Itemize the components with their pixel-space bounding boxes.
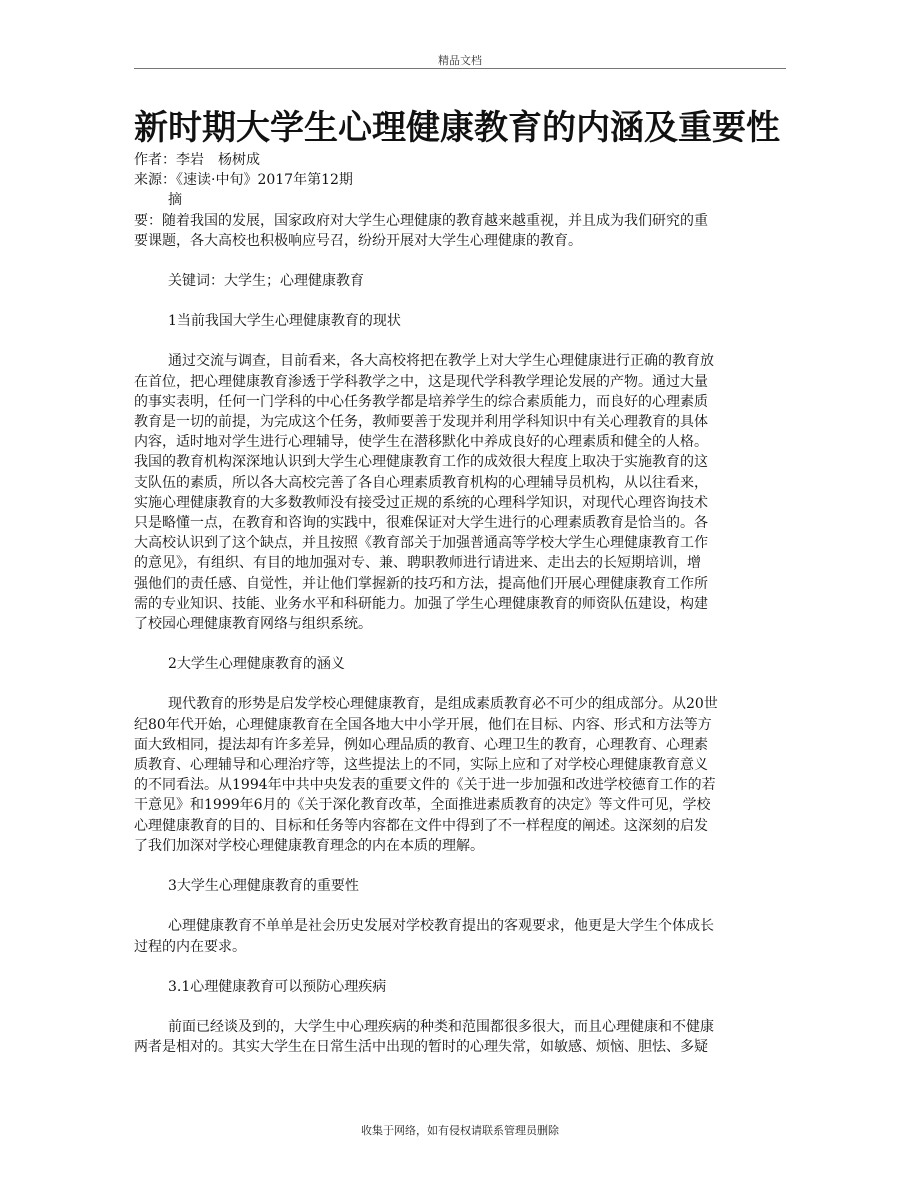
paragraph-line: 强他们的责任感、自觉性，并让他们掌握新的技巧和方法，提高他们开展心理健康教育工作所 (134, 575, 708, 592)
abstract-label: 摘 (168, 192, 182, 209)
paragraph-line: 只是略懂一点，在教育和咨询的实践中，很难保证对大学生进行的心理素质教育是恰当的。各 (134, 515, 708, 532)
section-paragraph (134, 351, 789, 634)
paragraph-line: 两者是相对的。其实大学生在日常生活中出现的暂时的心理失常，如敏感、烦恼、胆怯、多疑 (134, 1039, 708, 1056)
paragraph-line: 支队伍的素质，所以各大高校完善了各自心理素质教育机构的心理辅导员机构，从以往看来， (134, 474, 708, 491)
section-paragraph (134, 916, 789, 956)
paragraph-line: 我国的教育机构深深地认识到大学生心理健康教育工作的成效很大程度上取决于实施教育的这 (134, 454, 708, 471)
page-header: 精品文档 (438, 54, 482, 67)
paragraph-line: 通过交流与调查，目前看来，各大高校将把在教学上对大学生心理健康进行正确的教育放 (168, 353, 714, 370)
paragraph-line: 现代教育的形势是启发学校心理健康教育，是组成素质教育必不可少的组成部分。从20世 (168, 696, 718, 713)
section-heading: 3大学生心理健康教育的重要性 (168, 878, 359, 895)
paragraph-line: 质教育、心理辅导和心理治疗等，这些提法上的不同，实际上应和了对学校心理健康教育意义 (134, 757, 708, 774)
paragraph-line: 的不同看法。从1994年中共中央发表的重要文件的《关于进一步加强和改进学校德育工作的若 (134, 777, 716, 794)
author-line: 作者：李岩 杨树成 (134, 152, 260, 168)
source-line: 来源：《速读·中旬》2017年第12期 (134, 172, 353, 189)
paragraph-line: 了我们加深对学校心理健康教育理念的内在本质的理解。 (134, 837, 484, 854)
paragraph-line: 的事实表明，任何一门学科的中心任务教学都是培养学生的综合素质能力，而良好的心理素质 (134, 393, 708, 410)
paragraph-line: 心理健康教育不单单是社会历史发展对学校教育提出的客观要求，他更是大学生个体成长 (168, 918, 714, 935)
paragraph-line: 纪80年代开始，心理健康教育在全国各地大中小学开展，他们在目标、内容、形式和方法等方 (134, 716, 712, 733)
document-title: 新时期大学生心理健康教育的内涵及重要性 (134, 108, 780, 148)
section-heading: 3.1心理健康教育可以预防心理疾病 (168, 978, 387, 995)
section-paragraph (134, 1017, 789, 1057)
page-footer: 收集于网络，如有侵权请联系管理员删除 (361, 1124, 559, 1137)
keywords: 关键词：大学生；心理健康教育 (168, 273, 364, 290)
section-paragraph (134, 694, 789, 856)
section-heading: 1当前我国大学生心理健康教育的现状 (168, 313, 401, 330)
header-divider (134, 68, 786, 69)
paragraph-line: 需的专业知识、技能、业务水平和科研能力。加强了学生心理健康教育的师资队伍建设，构建 (134, 595, 708, 612)
paragraph-line: 大高校认识到了这个缺点，并且按照《教育部关于加强普通高等学校大学生心理健康教育工作 (134, 535, 708, 552)
paragraph-line: 内容，适时地对学生进行心理辅导，使学生在潜移默化中养成良好的心理素质和健全的人格。 (134, 434, 708, 451)
abstract-line: 要：随着我国的发展，国家政府对大学生心理健康的教育越来越重视，并且成为我们研究的重 (134, 212, 708, 229)
paragraph-line: 教育是一切的前提，为完成这个任务，教师要善于发现并利用学科知识中有关心理教育的具体 (134, 414, 708, 431)
paragraph-line: 在首位，把心理健康教育渗透于学科教学之中，这是现代学科教学理论发展的产物。通过大量 (134, 373, 708, 390)
paragraph-line: 过程的内在要求。 (134, 938, 246, 955)
section-heading: 2大学生心理健康教育的涵义 (168, 656, 345, 673)
paragraph-line: 干意见》和1999年6月的《关于深化教育改革，全面推进素质教育的决定》等文件可见，学校 (134, 797, 711, 814)
document-body (134, 150, 789, 1057)
paragraph-line: 的意见》，有组织、有目的地加强对专、兼、聘职教师进行请进来、走出去的长短期培训，增 (134, 555, 701, 572)
abstract-line: 要课题，各大高校也积极响应号召，纷纷开展对大学生心理健康的教育。 (134, 232, 582, 249)
paragraph-line: 了校园心理健康教育网络与组织系统。 (134, 616, 372, 633)
paragraph-line: 实施心理健康教育的大多数教师没有接受过正规的系统的心理科学知识，对现代心理咨询技术 (134, 494, 708, 511)
paragraph-line: 前面已经谈及到的，大学生中心理疾病的种类和范围都很多很大，而且心理健康和不健康 (168, 1018, 714, 1035)
paragraph-line: 面大致相同，提法却有许多差异，例如心理品质的教育、心理卫生的教育，心理教育、心理素 (134, 736, 708, 753)
paragraph-line: 心理健康教育的目的、目标和任务等内容都在文件中得到了不一样程度的阐述。这深刻的启发 (134, 817, 708, 834)
